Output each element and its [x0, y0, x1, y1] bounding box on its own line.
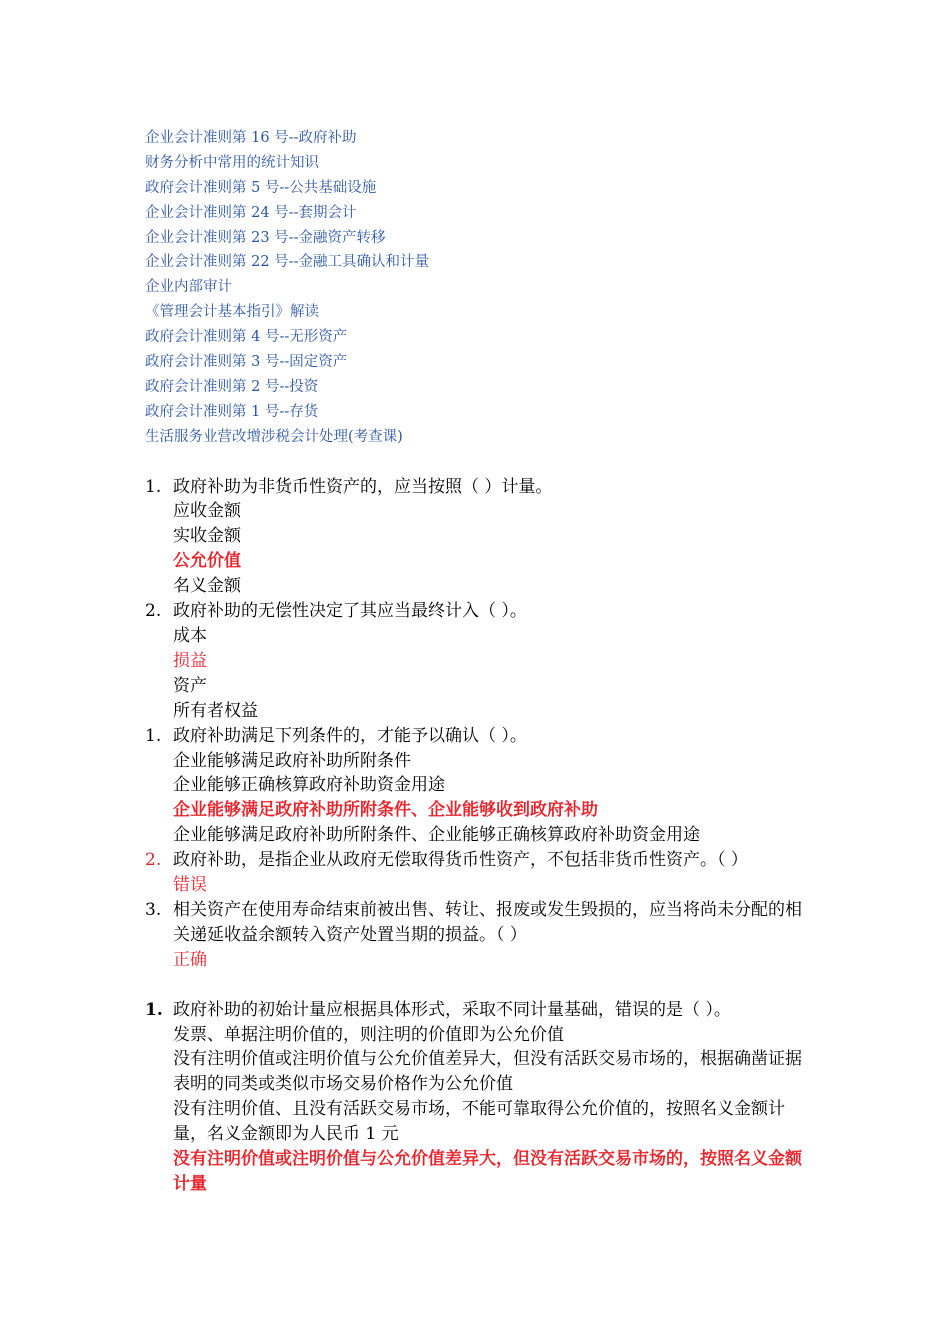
course-link-text[interactable]: 政府会计准则第 4 号--无形资产 — [145, 329, 348, 346]
course-link[interactable] — [145, 201, 815, 226]
course-link-text[interactable]: 财务分析中常用的统计知识 — [145, 154, 319, 171]
question-text: 政府补助满足下列条件的，才能予以确认（ ）。 — [173, 725, 527, 746]
question-item — [145, 998, 815, 1197]
course-link-text[interactable]: 企业内部审计 — [145, 279, 232, 296]
question-text: 政府补助的初始计量应根据具体形式，采取不同计量基础，错误的是（ ）。 — [173, 999, 731, 1020]
course-link[interactable] — [145, 151, 815, 176]
document-page — [145, 126, 815, 1197]
answer-option: 发票、单据注明价值的，则注明的价值即为公允价值 — [173, 1024, 564, 1045]
course-link-text[interactable]: 企业会计准则第 24 号--套期会计 — [145, 204, 357, 221]
question-body — [173, 898, 815, 973]
answer-option: 企业能够正确核算政府补助资金用途 — [173, 775, 445, 796]
course-link-text[interactable]: 企业会计准则第 22 号--金融工具确认和计量 — [145, 254, 429, 271]
quiz-group-3 — [145, 998, 815, 1197]
quiz-section — [145, 475, 815, 1197]
question-number: 1. — [145, 725, 162, 746]
course-link-text[interactable]: 政府会计准则第 1 号--存货 — [145, 403, 319, 420]
answer-option: 没有注明价值或注明价值与公允价值差异大，但没有活跃交易市场的，根据确凿证据表明的同类或类似市场交易价格作为公允价值 — [173, 1049, 802, 1095]
correct-answer-option: 损益 — [173, 650, 207, 671]
course-link[interactable] — [145, 325, 815, 350]
answer-option: 成本 — [173, 626, 207, 647]
quiz-group-1 — [145, 475, 815, 973]
course-link-text[interactable]: 政府会计准则第 5 号--公共基础设施 — [145, 179, 377, 196]
question-body — [173, 724, 815, 849]
question-item — [145, 724, 815, 849]
answer-option: 应收金额 — [173, 501, 241, 522]
answer-option: 企业能够满足政府补助所附条件 — [173, 750, 411, 771]
answer-option: 企业能够满足政府补助所附条件、企业能够正确核算政府补助资金用途 — [173, 825, 700, 846]
course-link-text[interactable]: 《管理会计基本指引》解读 — [145, 304, 319, 321]
course-link[interactable] — [145, 350, 815, 375]
correct-answer-option: 企业能够满足政府补助所附条件、企业能够收到政府补助 — [173, 800, 598, 821]
answer-option: 没有注明价值、且没有活跃交易市场，不能可靠取得公允价值的，按照名义金额计量，名义金额即为人民币 1 元 — [173, 1099, 785, 1145]
question-item — [145, 475, 815, 600]
course-link-text[interactable]: 生活服务业营改增涉税会计处理(考查课) — [145, 428, 403, 445]
course-link[interactable] — [145, 226, 815, 251]
question-text: 政府补助为非货币性资产的，应当按照（ ）计量。 — [173, 476, 553, 497]
question-number: 2. — [145, 850, 162, 871]
question-text: 政府补助，是指企业从政府无偿取得货币性资产，不包括非货币性资产。（ ） — [173, 850, 748, 871]
question-body — [173, 848, 815, 898]
answer-option: 实收金额 — [173, 526, 241, 547]
question-body — [173, 475, 815, 600]
question-text: 相关资产在使用寿命结束前被出售、转让、报废或发生毁损的，应当将尚未分配的相关递延收益余额转入资产处置当期的损益。（ ） — [173, 899, 802, 945]
question-number: 2. — [145, 601, 162, 622]
course-link[interactable] — [145, 275, 815, 300]
true-false-answer: 正确 — [173, 949, 207, 970]
course-link-text[interactable]: 政府会计准则第 3 号--固定资产 — [145, 354, 348, 371]
answer-option: 名义金额 — [173, 576, 241, 597]
question-text: 政府补助的无偿性决定了其应当最终计入（ ）。 — [173, 601, 527, 622]
course-link-list — [145, 126, 815, 450]
answer-option: 资产 — [173, 675, 207, 696]
course-link[interactable] — [145, 425, 815, 450]
course-link[interactable] — [145, 126, 815, 151]
question-item — [145, 898, 815, 973]
course-link[interactable] — [145, 400, 815, 425]
question-item — [145, 599, 815, 724]
course-link-text[interactable]: 政府会计准则第 2 号--投资 — [145, 378, 319, 395]
question-item — [145, 848, 815, 898]
answer-option: 所有者权益 — [173, 700, 258, 721]
course-link[interactable] — [145, 300, 815, 325]
true-false-answer: 错误 — [173, 875, 207, 896]
course-link[interactable] — [145, 176, 815, 201]
course-link-text[interactable]: 企业会计准则第 16 号--政府补助 — [145, 130, 357, 146]
course-link[interactable] — [145, 250, 815, 275]
question-number: 1. — [145, 476, 162, 497]
question-body — [173, 998, 815, 1197]
question-body — [173, 599, 815, 724]
correct-answer-option: 没有注明价值或注明价值与公允价值差异大，但没有活跃交易市场的，按照名义金额计量 — [173, 1149, 802, 1194]
course-link-text[interactable]: 企业会计准则第 23 号--金融资产转移 — [145, 229, 386, 246]
question-number: 3. — [145, 899, 162, 920]
correct-answer-option: 公允价值 — [173, 551, 241, 572]
question-number: 1. — [145, 999, 163, 1020]
course-link[interactable] — [145, 375, 815, 400]
